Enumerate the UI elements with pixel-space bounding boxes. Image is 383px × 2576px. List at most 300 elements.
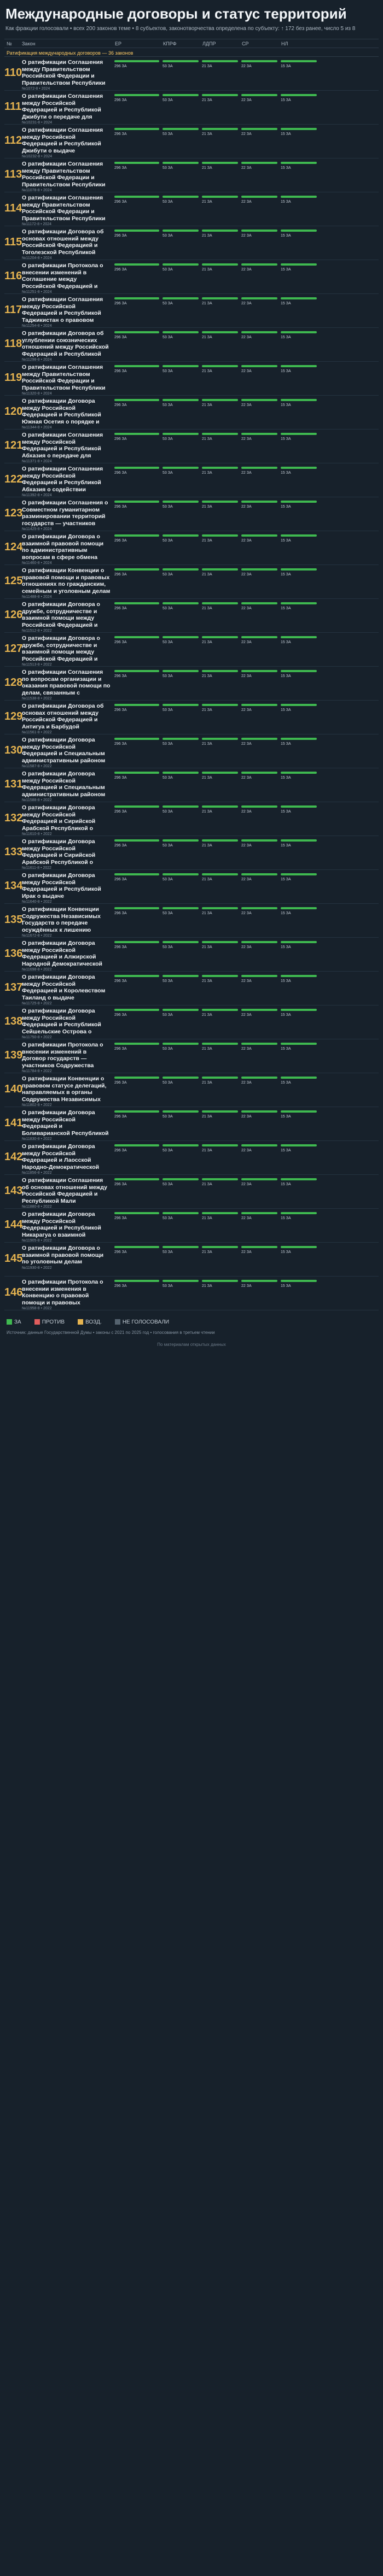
vote-bar [114, 907, 159, 909]
table-row[interactable] [4, 734, 379, 768]
vote-bar-fill [163, 602, 199, 604]
law-title[interactable]: О ратификации Соглашения между Правительством Российской Федерации и Правительством Республики [22, 161, 106, 188]
law-title[interactable]: О ратификации Договора между Российской Федерацией и Сирийской Арабской Республикой о [22, 838, 96, 866]
law-cell [20, 1005, 113, 1039]
vote-bar-fill [281, 941, 317, 943]
table-row[interactable] [4, 802, 379, 836]
law-meta: №11425-8 • 2024 [22, 527, 52, 531]
vote-bar-fill [202, 331, 238, 333]
vote-bar-fill [241, 331, 277, 333]
law-meta: №11488-8 • 2024 [22, 595, 52, 598]
vote-count: 296 ЗА [114, 640, 127, 644]
vote-bar [202, 772, 238, 774]
table-row[interactable] [4, 497, 379, 531]
vote-kprf [161, 734, 200, 768]
law-meta: №11958-8 • 2022 [22, 1307, 52, 1310]
vote-bar [163, 907, 199, 909]
spacer [318, 1243, 358, 1276]
vote-ldpr [200, 1073, 240, 1107]
vote-bar [163, 602, 199, 604]
vote-bar [281, 907, 317, 909]
law-meta: №11905-8 • 2022 [22, 1239, 52, 1242]
vote-er [113, 1005, 161, 1039]
law-number: 140 [4, 1083, 23, 1095]
vote-er [113, 972, 161, 1005]
vote-bar-fill [241, 263, 277, 266]
vote-count: 22 ЗА [241, 1183, 252, 1186]
table-row[interactable] [4, 599, 379, 633]
table-row[interactable] [4, 904, 379, 938]
vote-bar-fill [114, 162, 159, 164]
vote-ldpr [200, 633, 240, 666]
vote-bar [281, 331, 317, 333]
vote-bar-fill [202, 1077, 238, 1079]
spacer [318, 836, 358, 869]
vote-count: 296 ЗА [114, 437, 127, 441]
vote-er [113, 125, 161, 158]
vote-bar-fill [202, 873, 238, 875]
vote-nl [279, 870, 318, 903]
vote-count: 21 ЗА [202, 708, 212, 712]
vote-er [113, 463, 161, 497]
law-title[interactable]: О ратификации Договора об основах отношений между Российской Федерацией и Антигуа и Барбудой [22, 703, 104, 730]
vote-bar-fill [163, 1280, 199, 1282]
table-row[interactable] [4, 1243, 379, 1277]
vote-sr [240, 1073, 279, 1107]
vote-bar-fill [114, 128, 159, 130]
law-cell [20, 260, 113, 293]
vote-sr [240, 294, 279, 327]
table-row[interactable] [4, 1073, 379, 1107]
vote-count: 15 ЗА [281, 945, 291, 949]
law-meta: №11588-8 • 2022 [22, 798, 52, 802]
vote-bar-fill [281, 1280, 317, 1282]
vote-bar-fill [241, 636, 277, 638]
vote-bar [241, 331, 277, 333]
vote-bar [281, 568, 317, 571]
vote-count: 53 ЗА [163, 1115, 173, 1119]
vote-kprf [161, 599, 200, 632]
table-row[interactable] [4, 938, 379, 972]
vote-count: 21 ЗА [202, 1149, 212, 1152]
law-title[interactable]: О ратификации Соглашения между Российской Федерацией и Республикой Джибути о выдаче [22, 127, 103, 154]
vote-count: 15 ЗА [281, 437, 291, 441]
vote-bar [114, 94, 159, 96]
vote-count: 15 ЗА [281, 607, 291, 610]
vote-count: 15 ЗА [281, 640, 291, 644]
vote-count: 22 ЗА [241, 64, 252, 68]
law-meta: №10231-8 • 2024 [22, 121, 53, 124]
vote-kprf [161, 1243, 200, 1276]
table-row[interactable] [4, 1209, 379, 1243]
table-row[interactable] [4, 57, 379, 91]
law-number: 118 [4, 338, 22, 350]
law-title[interactable]: О ратификации Конвенции Содружества Независимых Государств о передаче осуждённых к лишению [22, 906, 101, 933]
vote-count: 22 ЗА [241, 268, 252, 272]
vote-count: 15 ЗА [281, 1250, 291, 1254]
table-row[interactable] [4, 1175, 379, 1209]
law-title[interactable]: О ратификации Договора между Российской Федерацией и Республикой Ирак о выдаче [22, 872, 101, 899]
vote-count: 53 ЗА [163, 302, 173, 305]
law-title[interactable]: О ратификации Договора между Российской Федерацией и Боливарианской Республикой [22, 1109, 109, 1137]
vote-bar [281, 128, 317, 130]
vote-bar-fill [281, 1144, 317, 1146]
vote-ldpr [200, 294, 240, 327]
vote-bar-fill [163, 297, 199, 299]
vote-sr [240, 463, 279, 497]
vote-count: 296 ЗА [114, 708, 127, 712]
vote-bar-fill [241, 162, 277, 164]
vote-nl [279, 1175, 318, 1208]
law-title[interactable]: О ратификации Соглашения между Российской Федерацией и Республикой Джибути о передаче для [22, 93, 103, 120]
vote-bar [241, 670, 277, 672]
vote-nl [279, 1073, 318, 1107]
vote-count: 21 ЗА [202, 742, 212, 746]
law-meta: №11344-8 • 2024 [22, 426, 52, 429]
law-cell [20, 531, 113, 564]
vote-kprf [161, 1209, 200, 1242]
vote-kprf [161, 463, 200, 497]
vote-bar [114, 162, 159, 164]
vote-er [113, 362, 161, 395]
law-meta: №11610-8 • 2022 [22, 832, 52, 836]
vote-bar-fill [281, 839, 317, 842]
table-row[interactable] [4, 226, 379, 260]
vote-bar-fill [163, 907, 199, 909]
table-row[interactable] [4, 362, 379, 396]
vote-ldpr [200, 1005, 240, 1039]
vote-bar-fill [241, 1280, 277, 1282]
law-title[interactable]: О ратификации Соглашения об основах отношений между Российской Федерацией и Республикой Мали [22, 1177, 107, 1204]
vote-count: 21 ЗА [202, 437, 212, 441]
vote-count: 22 ЗА [241, 979, 252, 983]
spacer [318, 701, 358, 734]
vote-bar [281, 1077, 317, 1079]
table-row[interactable] [4, 972, 379, 1005]
vote-count: 53 ЗА [163, 403, 173, 407]
law-title[interactable]: О ратификации Договора между Российской Федерацией и Специальным административным районом [22, 737, 106, 764]
vote-sr [240, 633, 279, 666]
vote-kprf [161, 1005, 200, 1039]
vote-count: 53 ЗА [163, 200, 173, 204]
vote-count: 296 ЗА [114, 132, 127, 136]
vote-bar [281, 534, 317, 537]
law-title[interactable]: О ратификации Договора об основах отношений между Российской Федерацией и Тоголезской Республикой [22, 228, 104, 256]
vote-bar [241, 704, 277, 706]
vote-nl [279, 328, 318, 361]
vote-bar-fill [163, 467, 199, 469]
table-row[interactable] [4, 870, 379, 904]
vote-bar [202, 805, 238, 808]
vote-bar [202, 1110, 238, 1113]
law-meta: №11725-8 • 2022 [22, 1002, 52, 1005]
law-meta: №11371-8 • 2024 [22, 460, 52, 463]
law-cell [20, 802, 113, 836]
vote-kprf [161, 531, 200, 564]
vote-bar-fill [241, 128, 277, 130]
vote-bar [114, 399, 159, 401]
vote-bar [241, 128, 277, 130]
vote-bar-fill [163, 975, 199, 977]
vote-bar-fill [281, 1246, 317, 1248]
vote-kprf [161, 904, 200, 937]
vote-bar [202, 501, 238, 503]
vote-ldpr [200, 1175, 240, 1208]
vote-bar [114, 1212, 159, 1214]
vote-nl [279, 463, 318, 497]
law-number: 113 [4, 168, 22, 180]
vote-count: 53 ЗА [163, 640, 173, 644]
vote-bar-fill [241, 433, 277, 435]
vote-nl [279, 158, 318, 192]
law-title[interactable]: О ратификации Протокола о внесении изменений в Соглашение между Российской Федерацией и [22, 262, 103, 290]
table-row[interactable] [4, 192, 379, 226]
vote-count: 21 ЗА [202, 640, 212, 644]
vote-bar [114, 365, 159, 367]
vote-ldpr [200, 836, 240, 869]
table-row[interactable] [4, 531, 379, 565]
vote-bar [281, 230, 317, 232]
vote-kprf [161, 633, 200, 666]
vote-bar-fill [281, 399, 317, 401]
law-title[interactable]: О ратификации Договора между Российской Федерацией и Республикой Южная Осетия о порядке и [22, 398, 101, 425]
table-header [4, 39, 379, 48]
table-row[interactable] [4, 1005, 379, 1039]
law-meta: №11672-8 • 2022 [22, 934, 52, 937]
vote-count: 53 ЗА [163, 708, 173, 712]
law-title[interactable]: О ратификации Договора между Российской Федерацией и Республикой Сейшельские Острова о [22, 1008, 101, 1035]
vote-sr [240, 362, 279, 395]
law-title[interactable]: О ратификации Соглашения между Правительством Российской Федерации и Правительством Республики [22, 364, 106, 391]
vote-bar-fill [241, 975, 277, 977]
vote-count: 22 ЗА [241, 403, 252, 407]
vote-nl [279, 1277, 318, 1310]
table-row[interactable] [4, 768, 379, 802]
vote-count: 22 ЗА [241, 1047, 252, 1051]
law-title[interactable]: О ратификации Договора об углублении союзнических отношений между Российской Федерацией и Республикой [22, 330, 109, 357]
table-row[interactable] [4, 1107, 379, 1141]
table-row[interactable] [4, 328, 379, 362]
law-title[interactable]: О ратификации Договора между Российской Федерацией и Лаосской Народно-Демократической [22, 1143, 100, 1171]
spacer [318, 633, 358, 666]
vote-count: 296 ЗА [114, 336, 127, 339]
table-row[interactable] [4, 633, 379, 667]
vote-bar-fill [114, 602, 159, 604]
vote-kprf [161, 1175, 200, 1208]
vote-bar-fill [281, 805, 317, 808]
vote-sr [240, 531, 279, 564]
vote-bar [241, 534, 277, 537]
table-row[interactable] [4, 1277, 379, 1310]
vote-nl [279, 904, 318, 937]
vote-nl [279, 1039, 318, 1073]
vote-bar [163, 738, 199, 740]
law-title[interactable]: О ратификации Договора между Российской Федерацией и Сирийской Арабской Республикой о [22, 804, 96, 832]
table-row[interactable] [4, 667, 379, 701]
vote-bar [241, 1212, 277, 1214]
vote-count: 22 ЗА [241, 708, 252, 712]
vote-bar [281, 196, 317, 198]
vote-bar [241, 1280, 277, 1282]
law-title[interactable]: О ратификации Соглашения о Совместном гуманитарном разминировании территорий государств — участников [22, 499, 108, 527]
spacer [318, 1005, 358, 1039]
vote-count: 22 ЗА [241, 1149, 252, 1152]
vote-kprf [161, 870, 200, 903]
vote-count: 21 ЗА [202, 471, 212, 475]
law-title[interactable]: О ратификации Договора о взаимной правовой помощи по административным вопросам в сфере обмена [22, 533, 104, 561]
law-number: 120 [4, 405, 23, 417]
vote-count: 15 ЗА [281, 911, 291, 915]
vote-kprf [161, 667, 200, 700]
vote-count: 53 ЗА [163, 878, 173, 881]
vote-bar [163, 1246, 199, 1248]
table-row[interactable] [4, 430, 379, 463]
vote-kprf [161, 938, 200, 971]
vote-bar-fill [163, 94, 199, 96]
vote-count: 15 ЗА [281, 742, 291, 746]
law-cell [20, 362, 113, 395]
vote-bar-fill [163, 1178, 199, 1180]
vote-count: 53 ЗА [163, 1081, 173, 1085]
vote-count: 15 ЗА [281, 336, 291, 339]
law-cell [20, 328, 113, 361]
law-title[interactable]: О ратификации Соглашения по вопросам организации и оказания правовой помощи по делам, связанным с [22, 669, 111, 696]
table-row[interactable] [4, 294, 379, 328]
law-number: 116 [4, 270, 22, 282]
law-title[interactable]: О ратификации Договора между Российской Федерацией и Королевством Таиланд о выдаче [22, 974, 106, 1001]
vote-bar [163, 297, 199, 299]
vote-count: 15 ЗА [281, 1013, 291, 1017]
vote-bar-fill [281, 1043, 317, 1045]
vote-bar [202, 263, 238, 266]
vote-bar [163, 263, 199, 266]
vote-bar-fill [163, 1077, 199, 1079]
vote-bar [163, 534, 199, 537]
vote-count: 21 ЗА [202, 234, 212, 238]
vote-count: 296 ЗА [114, 1250, 127, 1254]
law-title[interactable]: О ратификации Договора о взаимной правовой помощи по уголовным делам [22, 1245, 104, 1265]
law-title[interactable]: О ратификации Протокола о внесении изменения в Конвенцию о правовой помощи и правовых [22, 1279, 103, 1306]
law-cell [20, 497, 113, 531]
vote-bar [202, 704, 238, 706]
table-row[interactable] [4, 158, 379, 192]
table-row[interactable] [4, 91, 379, 125]
vote-bar-fill [202, 230, 238, 232]
law-number: 126 [4, 609, 23, 621]
vote-bar-fill [163, 805, 199, 808]
vote-count: 296 ЗА [114, 573, 127, 577]
vote-er [113, 938, 161, 971]
law-title[interactable]: О ратификации Конвенции о правовом статусе делегаций, направляемых в органы Содружества Независимых [22, 1075, 107, 1103]
law-title[interactable]: О ратификации Соглашения между Правительством Российской Федерации и Правительством Республики [22, 59, 106, 86]
table-row[interactable] [4, 1039, 379, 1073]
law-title[interactable]: О ратификации Договора между Российской Федерацией и Республикой Никарагуа о взаимной [22, 1211, 101, 1238]
vote-nl [279, 565, 318, 598]
vote-bar [202, 433, 238, 435]
vote-count: 53 ЗА [163, 1216, 173, 1220]
vote-bar-fill [114, 263, 159, 266]
vote-count: 22 ЗА [241, 1216, 252, 1220]
table-body [4, 57, 379, 1310]
vote-bar [114, 467, 159, 469]
vote-ldpr [200, 531, 240, 564]
vote-count: 21 ЗА [202, 268, 212, 272]
law-cell [20, 1107, 113, 1140]
spacer [318, 531, 358, 564]
vote-bar-fill [202, 670, 238, 672]
vote-sr [240, 1243, 279, 1276]
vote-bar [114, 128, 159, 130]
vote-bar [241, 805, 277, 808]
law-title[interactable]: О ратификации Договора о дружбе, сотрудничестве и взаимной помощи между Российской Федерацией и [22, 635, 100, 662]
vote-count: 22 ЗА [241, 200, 252, 204]
table-row[interactable] [4, 260, 379, 294]
vote-bar-fill [163, 636, 199, 638]
vote-count: 53 ЗА [163, 776, 173, 780]
vote-nl [279, 1107, 318, 1140]
table-row[interactable] [4, 396, 379, 430]
spacer [318, 463, 358, 497]
vote-bar [202, 738, 238, 740]
law-title[interactable]: О ратификации Протокола о внесении изменений в Договор государств — участников Содружества [22, 1042, 103, 1069]
table-row[interactable] [4, 125, 379, 158]
vote-count: 15 ЗА [281, 878, 291, 881]
law-cell [20, 701, 113, 734]
table-row[interactable] [4, 836, 379, 870]
vote-bar [241, 1009, 277, 1011]
law-title[interactable]: О ратификации Договора между Российской Федерацией и Специальным административным районом [22, 771, 106, 798]
vote-sr [240, 565, 279, 598]
law-title[interactable]: О ратификации Договора о дружбе, сотрудничестве и взаимной помощи между Российской Федерацией и [22, 601, 100, 628]
vote-bar-fill [281, 907, 317, 909]
vote-bar [114, 636, 159, 638]
vote-bar [241, 1077, 277, 1079]
vote-nl [279, 192, 318, 226]
vote-bar-fill [202, 534, 238, 537]
vote-bar [114, 433, 159, 435]
law-title[interactable]: О ратификации Соглашения между Российской Федерацией и Республикой Абхазия о содействии [22, 466, 103, 493]
legend-swatch-absent [115, 1319, 120, 1325]
law-title[interactable]: О ратификации Соглашения между Российской Федерацией и Республикой Таджикистан о правовом [22, 296, 103, 324]
vote-bar-fill [114, 1246, 159, 1248]
vote-bar [281, 704, 317, 706]
vote-bar-fill [202, 501, 238, 503]
law-title[interactable]: О ратификации Конвенции о правовой помощи и правовых отношениях по гражданским, семейным и уголовным делам [22, 567, 111, 595]
vote-ldpr [200, 1039, 240, 1073]
vote-count: 21 ЗА [202, 945, 212, 949]
vote-bar-fill [281, 534, 317, 537]
table-row[interactable] [4, 463, 379, 497]
vote-bar-fill [163, 738, 199, 740]
law-title[interactable]: О ратификации Договора между Российской Федерацией и Алжирской Народной Демократической [22, 940, 102, 967]
vote-bar [281, 365, 317, 367]
vote-sr [240, 328, 279, 361]
table-row[interactable] [4, 565, 379, 599]
law-meta: №11392-8 • 2024 [22, 493, 52, 497]
table-row[interactable] [4, 701, 379, 734]
vote-count: 21 ЗА [202, 810, 212, 814]
law-title[interactable]: О ратификации Соглашения между Российской Федерацией и Республикой Абхазия о передаче для [22, 432, 103, 459]
vote-bar [281, 467, 317, 469]
law-title[interactable]: О ратификации Соглашения между Правительством Российской Федерации и Правительством Республики [22, 195, 106, 222]
vote-count: 22 ЗА [241, 302, 252, 305]
vote-bar-fill [163, 331, 199, 333]
law-number: 125 [4, 575, 23, 587]
vote-bar-fill [163, 1009, 199, 1011]
table-row[interactable] [4, 1141, 379, 1175]
vote-bar-fill [163, 263, 199, 266]
page-header [0, 0, 383, 36]
